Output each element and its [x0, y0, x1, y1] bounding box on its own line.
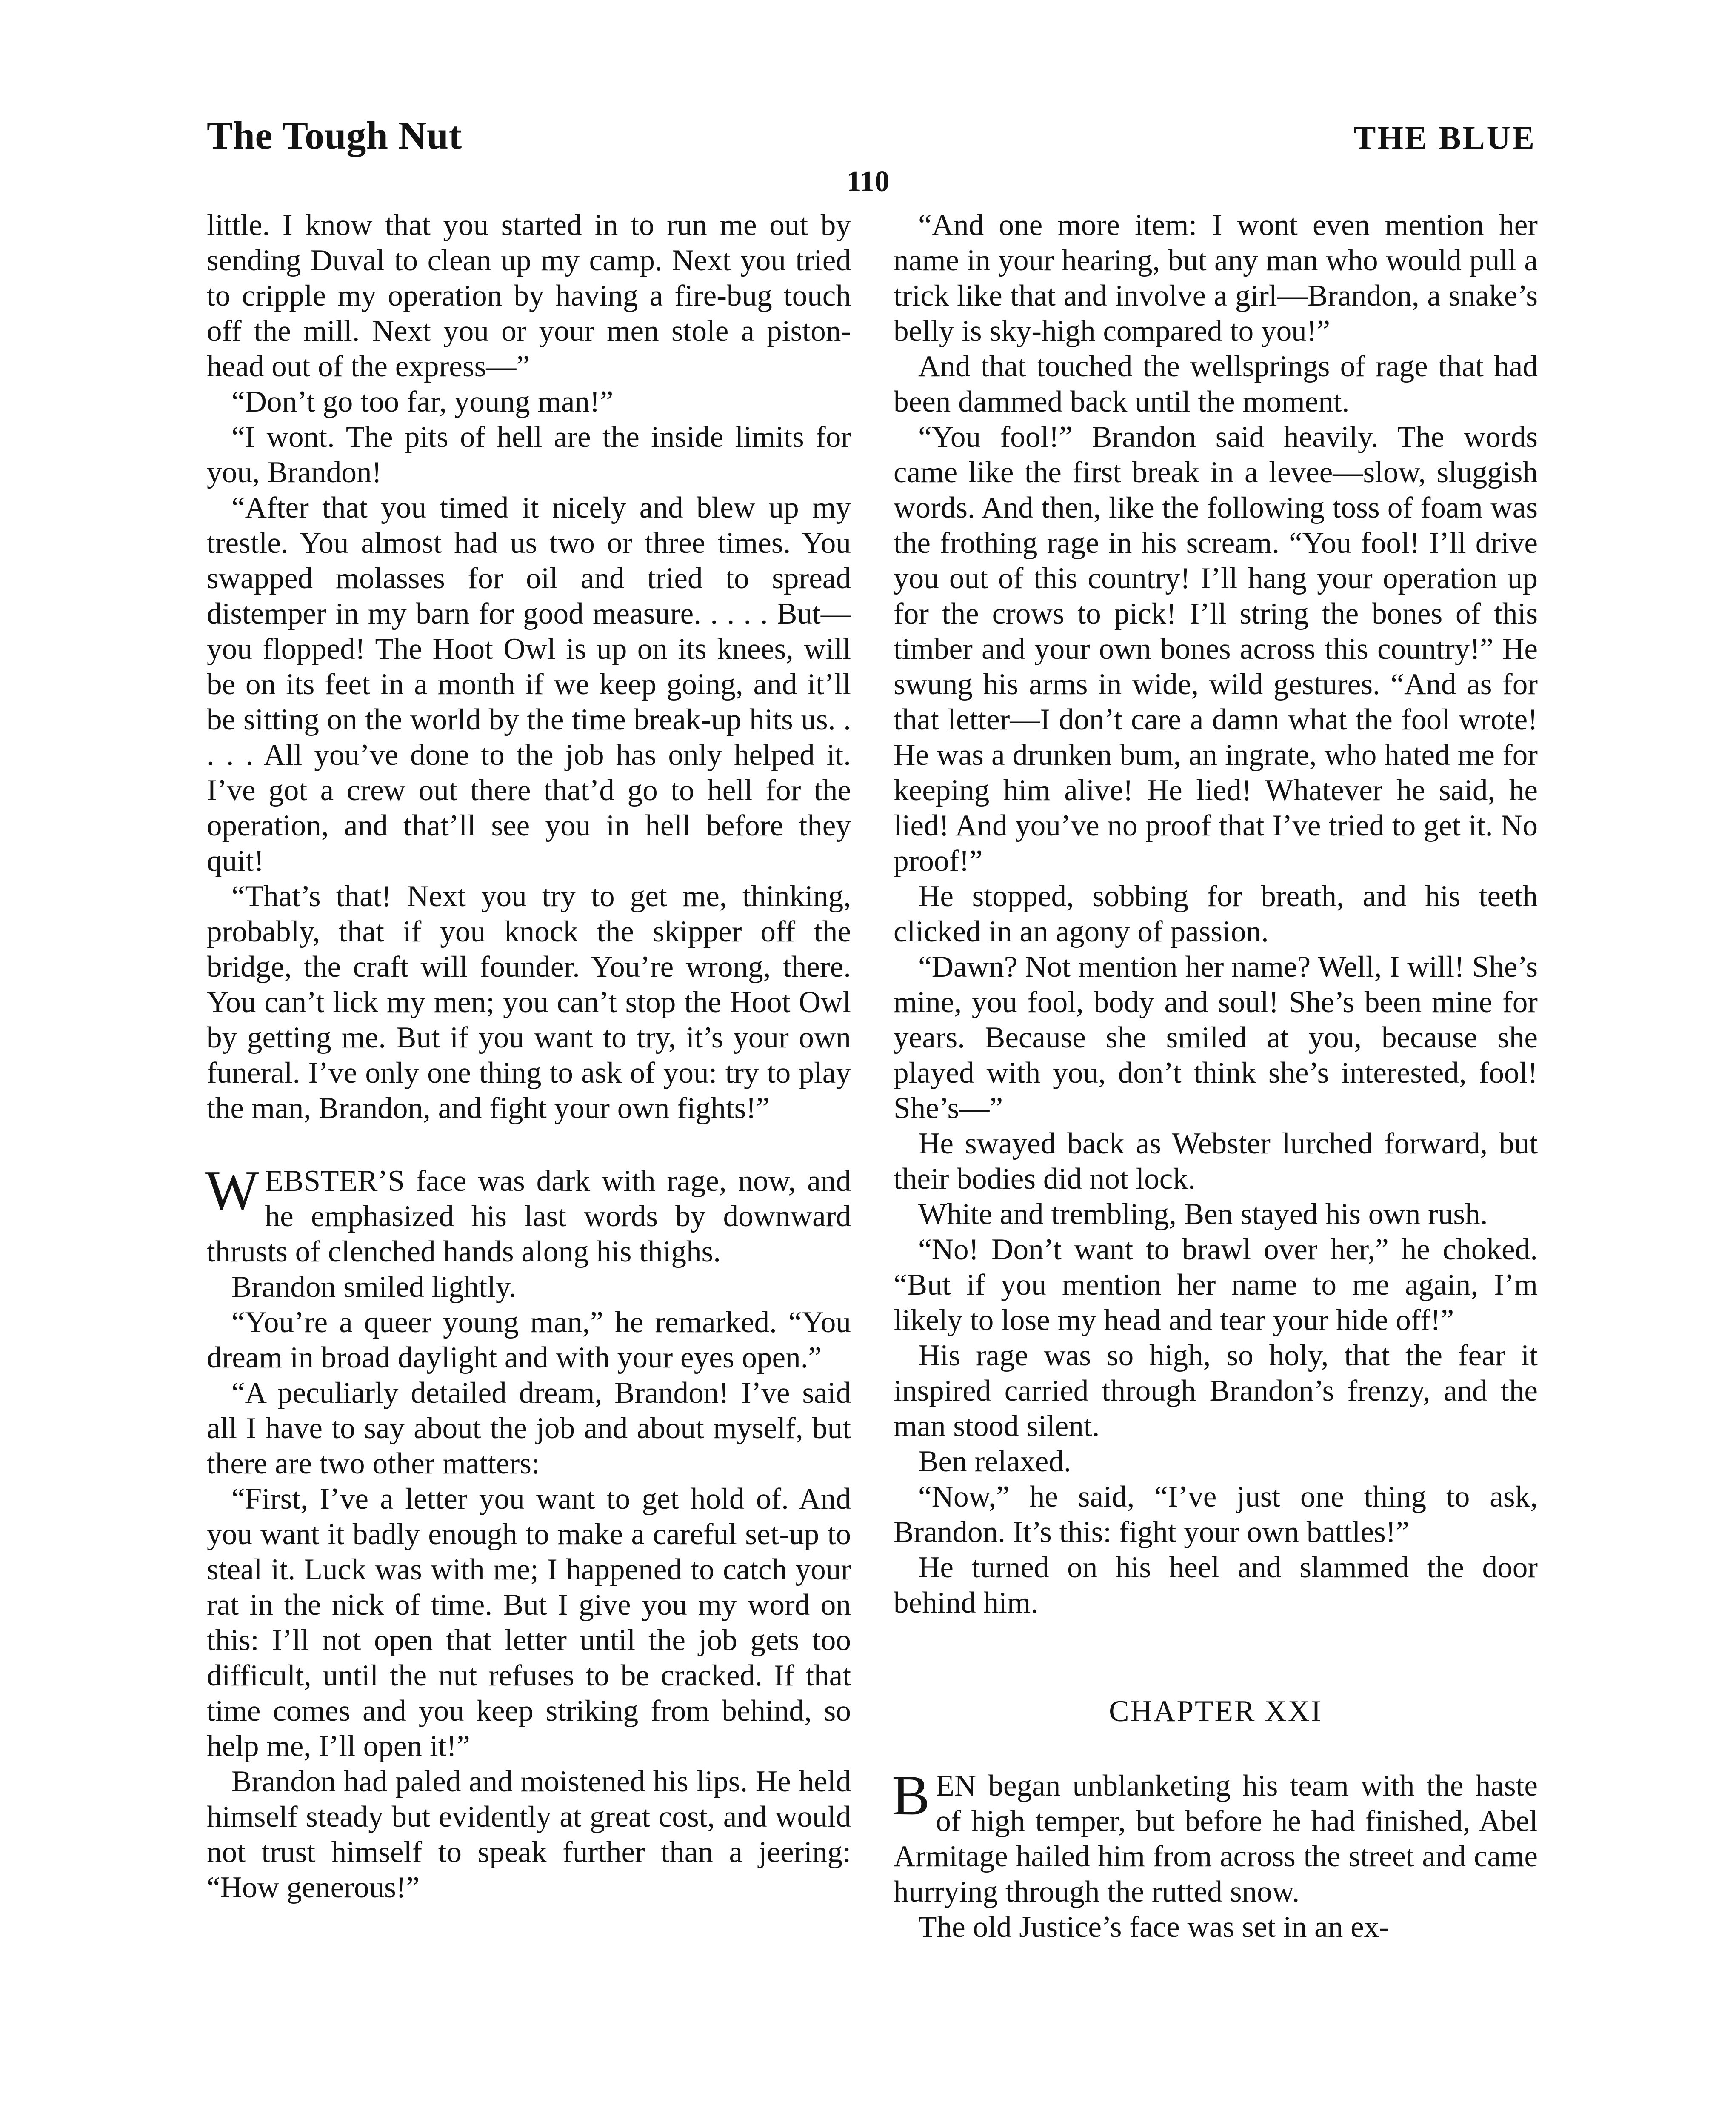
paragraph: Brandon smiled lightly. [231, 1270, 517, 1304]
dropcap-paragraph-text: EBSTER’S face was dark with rage, now, and he emphasized his last words by downward thrusts of clenched hands along his thighs. [207, 1164, 851, 1268]
paragraph: “You’re a queer young man,” he remarked. “You dream in broad daylight and with your eyes open.” [207, 1306, 851, 1374]
paragraph: “And one more item: I wont even mention her name in your hearing, but any man who would pull a trick like that and involve a girl—Brandon, a snake’s belly is sky-high compared to you!” [894, 209, 1538, 348]
right-text-column [894, 208, 1538, 1945]
paragraph: “No! Don’t want to brawl over her,” he choked. “But if you mention her name to me again, I’m likely to lose my head and tear your hide off!” [894, 1233, 1538, 1337]
dropcap-letter: W [205, 1159, 259, 1222]
paragraph: The old Justice’s face was set in an ex- [918, 1911, 1389, 1944]
running-title-right: THE BLUE [1353, 119, 1536, 156]
paragraph: “First, I’ve a letter you want to get hold of. And you want it badly enough to make a careful set-up to steal it. Luck was with me; I happened to catch your rat in the nick of time. But I give you my word on this: I’ll not open that letter until the job gets too difficult, until the nut refuses to be cracked. If that time comes and you keep striking from behind, so help me, I’ll open it!” [207, 1482, 851, 1763]
dropcap-paragraph-text: EN began unblanketing his team with the haste of high temper, but before he had finished, Abel Armitage hailed him from across the street and came hurrying through the rutted snow. [894, 1769, 1538, 1908]
paragraph: “A peculiarly detailed dream, Brandon! I’ve said all I have to say about the job and about myself, but there are two other matters: [207, 1376, 851, 1480]
paragraph: “You fool!” Brandon said heavily. The words came like the first break in a levee—slow, sluggish words. And then, like the following toss of foam was the frothing rage in his scream. “You fool! I’ll drive you out of this country! I’ll hang your operation up for the crows to pick! I’ll string the bones of this timber and your own bones across this country!” He swung his arms in wide, wild gestures. “And as for that letter—I don’t care a damn what the fool wrote! He was a drunken bum, an ingrate, who hated me for keeping him alive! He lied! Whatever he said, he lied! And you’ve no proof that I’ve tried to get it. No proof!” [894, 420, 1538, 878]
chapter-heading: CHAPTER XXI [1109, 1695, 1322, 1728]
dropcap-paragraph [892, 1764, 1538, 1910]
page-number: 110 [846, 165, 890, 198]
dropcap-letter: B [892, 1764, 930, 1827]
paragraph: He turned on his heel and slammed the door behind him. [894, 1551, 1538, 1619]
dropcap-paragraph [205, 1159, 851, 1270]
paragraph: “I wont. The pits of hell are the inside limits for you, Brandon! [207, 420, 851, 489]
paragraph: “Don’t go too far, young man!” [231, 385, 614, 418]
paragraph: And that touched the wellsprings of rage that had been dammed back until the moment. [894, 350, 1538, 418]
paragraph: He swayed back as Webster lurched forward, but their bodies did not lock. [894, 1127, 1538, 1196]
paragraph: White and trembling, Ben stayed his own rush. [918, 1198, 1488, 1231]
running-title-left: The Tough Nut [207, 114, 462, 157]
paragraph: Brandon had paled and moistened his lips. He held himself steady but evidently at great cost, and would not trust himself to speak further than a jeering: “How generous!” [207, 1765, 851, 1904]
paragraph: “After that you timed it nicely and blew up my trestle. You almost had us two or three times. You swapped molasses for oil and tried to spread distemper in my barn for good measure. . . . . But—you flopped! The Hoot Owl is up on its knees, will be on its feet in a month if we keep going, and it’ll be sitting on the world by the time break-up hits us. . . . . All you’ve done to the job has only helped it. I’ve got a crew out there that’d go to hell for the operation, and that’ll see you in hell before they quit! [207, 491, 851, 878]
paragraph: little. I know that you started in to run me out by sending Duval to clean up my camp. Next you tried to cripple my operation by having a fire-bug touch off the mill. Next you or your men stole a piston-head out of the express—” [207, 209, 851, 383]
paragraph: “Dawn? Not mention her name? Well, I will! She’s mine, you fool, body and soul! She’s been mine for years. Because she smiled at you, because she played with you, don’t think she’s interested, fool! She’s—” [894, 950, 1538, 1125]
left-text-column [207, 208, 851, 1905]
paragraph: “That’s that! Next you try to get me, thinking, probably, that if you knock the skipper off the bridge, the craft will founder. You’re wrong, there. You can’t lick my men; you can’t stop the Hoot Owl by getting me. But if you want to try, it’s your own funeral. I’ve only one thing to ask of you: try to play the man, Brandon, and fight your own fights!” [207, 880, 851, 1125]
paragraph: Ben relaxed. [918, 1445, 1071, 1478]
paragraph: His rage was so high, so holy, that the fear it inspired carried through Brandon’s frenzy, and the man stood silent. [894, 1339, 1538, 1443]
paragraph: He stopped, sobbing for breath, and his teeth clicked in an agony of passion. [894, 880, 1538, 948]
paragraph: “Now,” he said, “I’ve just one thing to ask, Brandon. It’s this: fight your own battles!” [894, 1480, 1538, 1549]
